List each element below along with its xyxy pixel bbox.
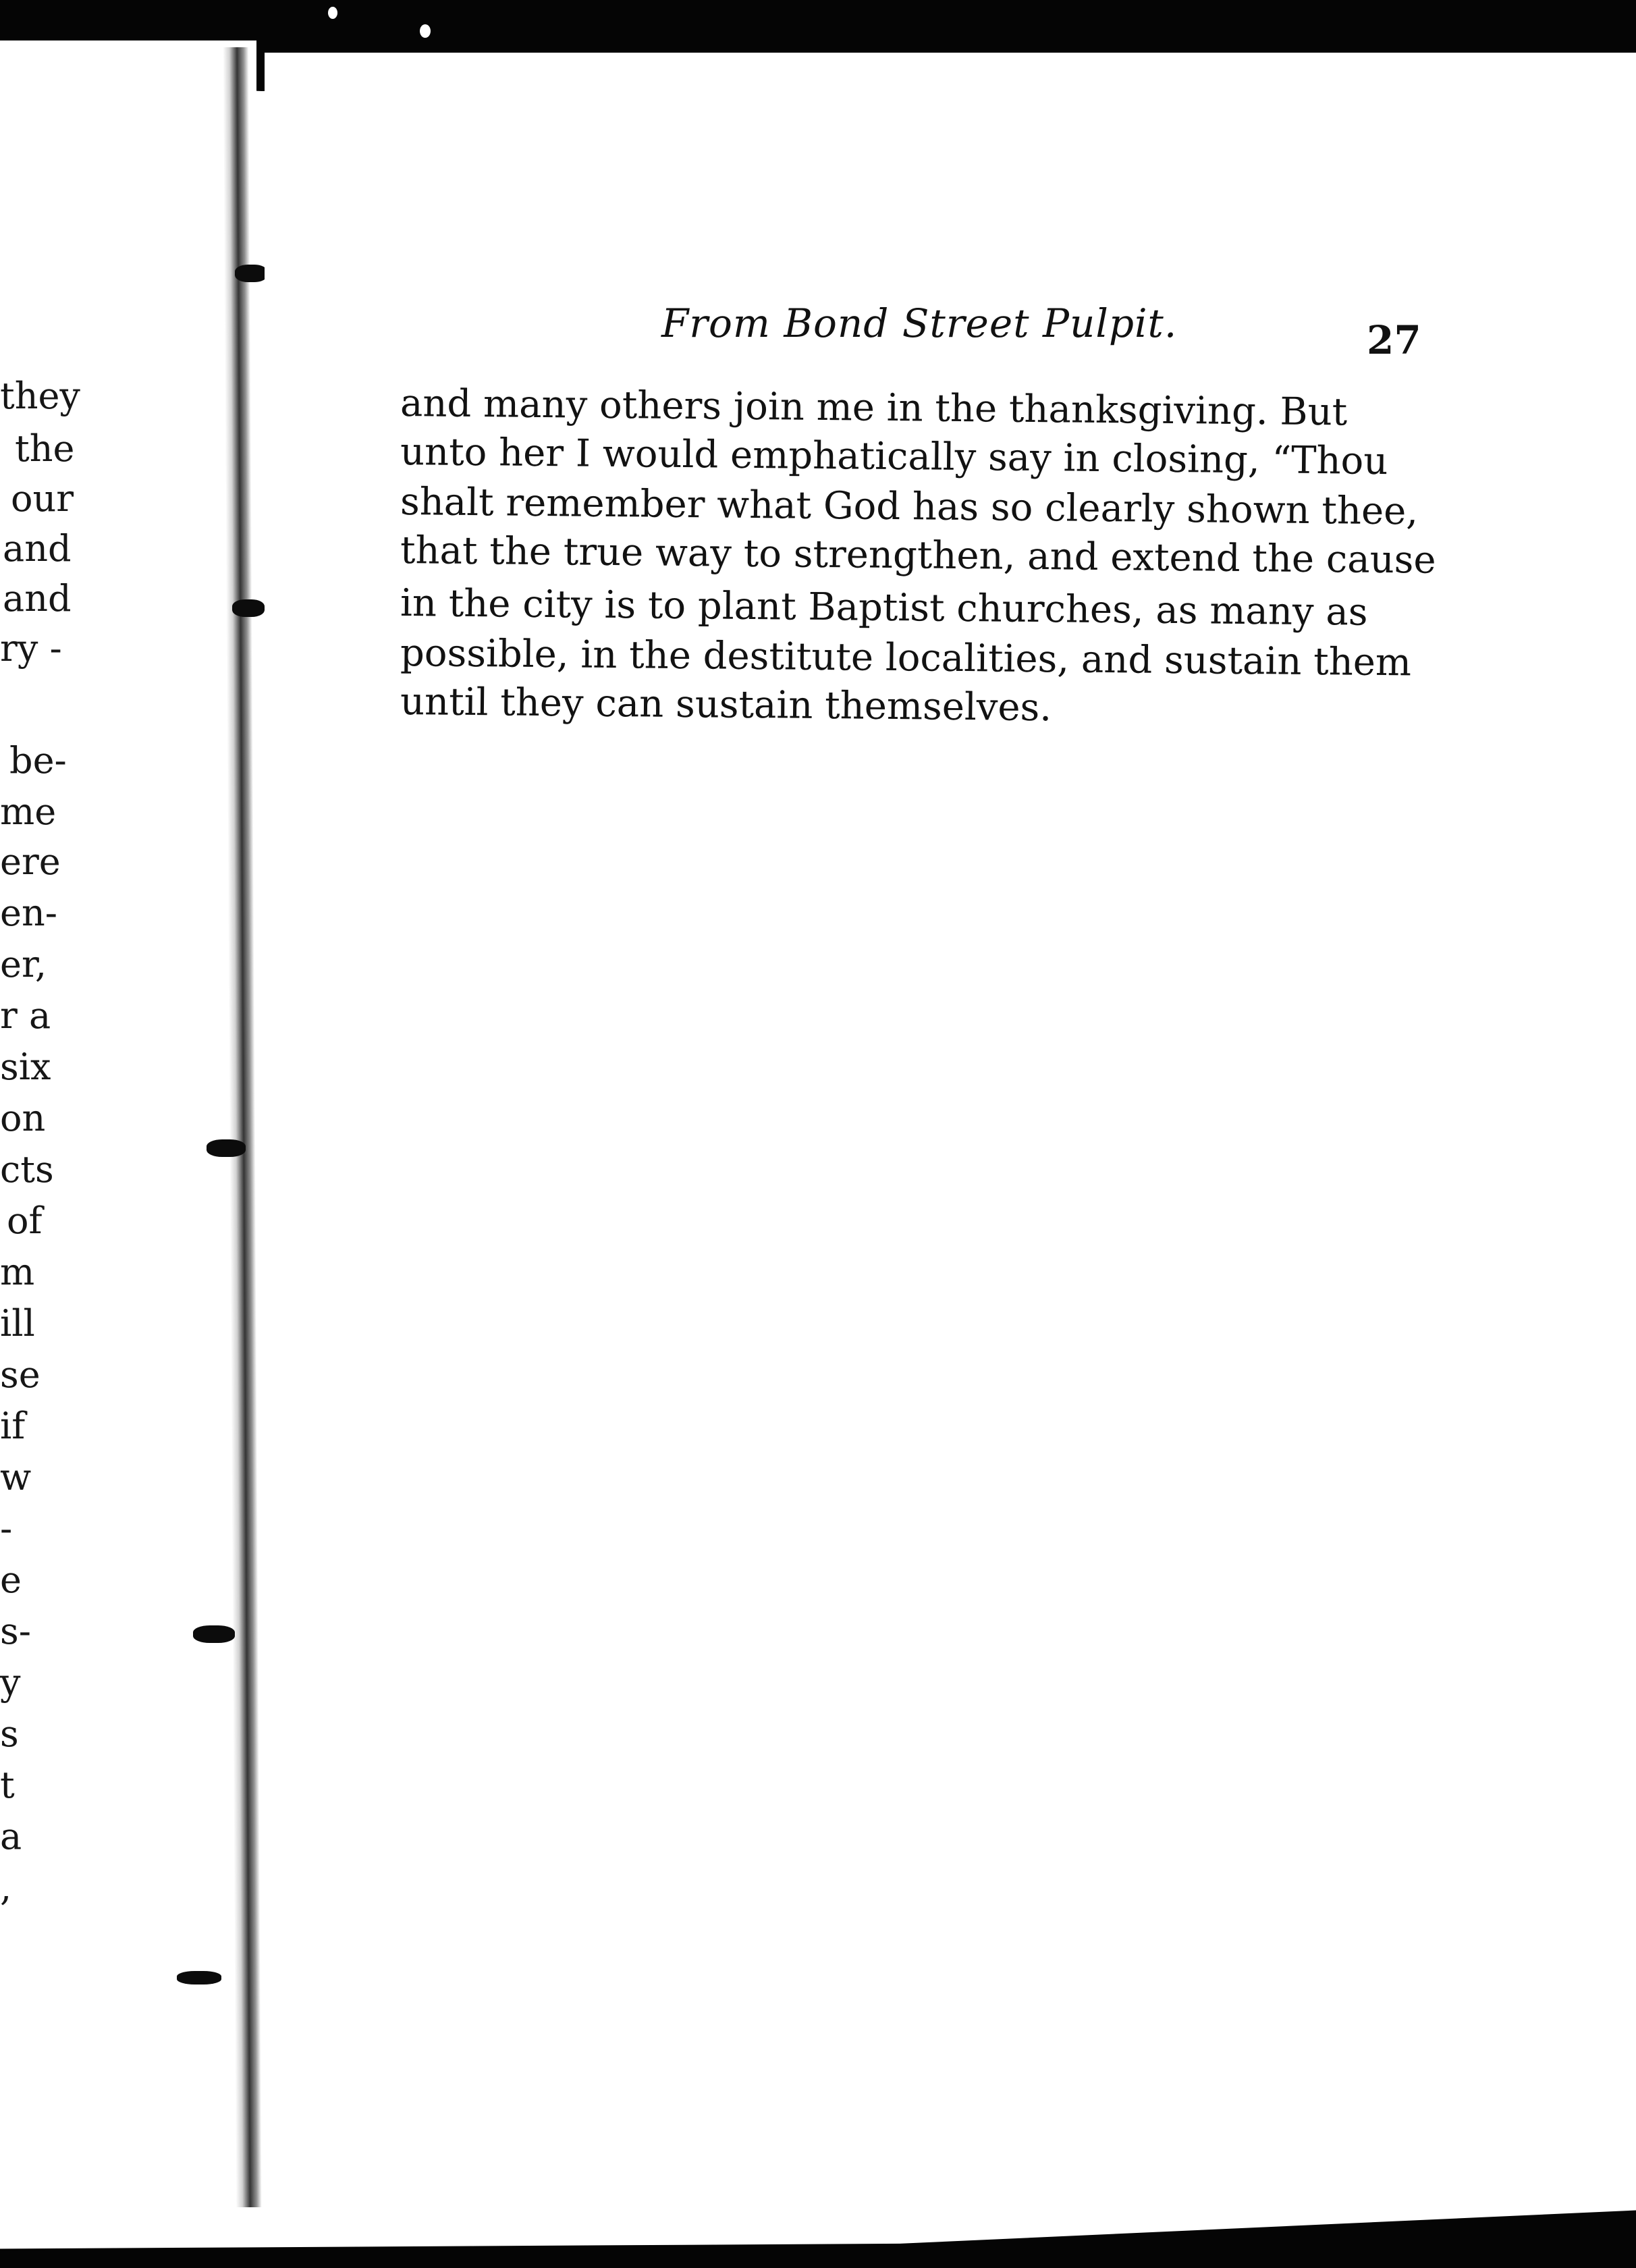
- binding-stitch: [193, 1625, 235, 1643]
- facing-page-fragment: and: [3, 527, 72, 570]
- facing-page-fragment: t: [0, 1764, 15, 1806]
- binding-stitch: [207, 1139, 246, 1157]
- text-line: possible, in the destitute localities, and sustain them: [400, 631, 1412, 685]
- facing-page-fragment: cts: [0, 1148, 54, 1191]
- facing-page-fragment: m: [0, 1251, 35, 1293]
- facing-page-fragment: and: [3, 577, 72, 620]
- facing-page-fragment: ,: [0, 1866, 12, 1909]
- facing-page-fragment: w: [0, 1456, 32, 1498]
- facing-page-fragment: ere: [0, 840, 61, 883]
- facing-page-fragment: the: [15, 427, 75, 470]
- facing-page-edge: [0, 40, 256, 2221]
- page-number: 27: [1367, 317, 1421, 363]
- facing-page-fragment: if: [0, 1405, 26, 1447]
- book-page: [265, 53, 1636, 2219]
- text-line: shalt remember what God has so clearly shown thee,: [400, 480, 1419, 534]
- facing-page-fragment: be-: [9, 739, 67, 782]
- facing-page-fragment: ry -: [0, 627, 62, 670]
- facing-page-fragment: on: [0, 1097, 46, 1139]
- text-line: that the true way to strengthen, and extend the cause: [400, 529, 1436, 583]
- text-line: and many others join me in the thanksgiving. But: [400, 381, 1348, 435]
- scanner-speck: [420, 24, 431, 38]
- scanner-speck: [328, 7, 337, 19]
- facing-page-fragment: en-: [0, 892, 57, 934]
- facing-page-fragment: of: [7, 1199, 43, 1242]
- binding-stitch: [177, 1971, 221, 1985]
- running-head: From Bond Street Pulpit.: [661, 300, 1178, 346]
- text-line: unto her I would emphatically say in closing, “Thou: [400, 430, 1388, 484]
- facing-page-fragment: six: [0, 1046, 51, 1088]
- binding-stitch: [235, 265, 267, 282]
- facing-page-fragment: er,: [0, 943, 47, 986]
- text-line: in the city is to plant Baptist churches, as many as: [400, 581, 1368, 634]
- text-line: until they can sustain themselves.: [400, 680, 1052, 730]
- facing-page-fragment: se: [0, 1353, 40, 1396]
- facing-page-fragment: they: [0, 375, 80, 417]
- facing-page-fragment: ill: [0, 1302, 35, 1345]
- facing-page-fragment: e: [0, 1559, 22, 1601]
- facing-page-fragment: r a: [0, 994, 51, 1037]
- facing-page-fragment: a: [0, 1815, 22, 1858]
- facing-page-fragment: y: [0, 1661, 21, 1704]
- facing-page-fragment: our: [11, 477, 74, 520]
- binding-stitch: [232, 599, 265, 617]
- facing-page-fragment: s: [0, 1712, 19, 1755]
- facing-page-fragment: me: [0, 790, 57, 833]
- facing-page-fragment: s-: [0, 1610, 31, 1652]
- facing-page-fragment: -: [0, 1507, 13, 1550]
